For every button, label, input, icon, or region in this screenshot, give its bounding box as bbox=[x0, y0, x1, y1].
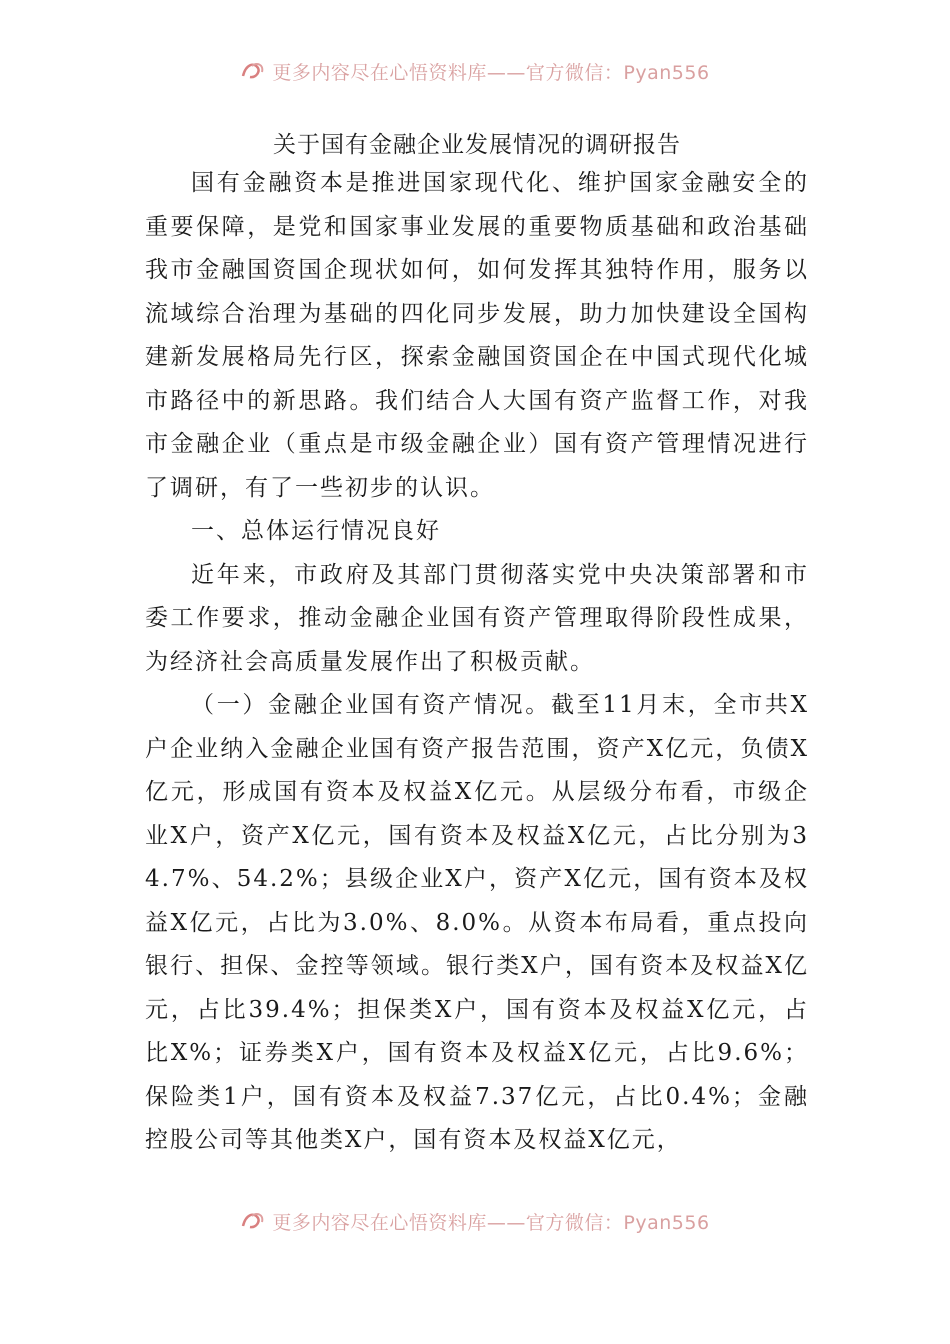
logo-icon bbox=[240, 1210, 266, 1232]
section-heading: 一、总体运行情况良好 bbox=[191, 518, 441, 544]
subsection-paragraph: （一）金融企业国有资产情况。截至11月末，全市共X户企业纳入金融企业国有资产报告范围，资产X亿元，负债X亿元，形成国有资本及权益X亿元。从层级分布看，市级企业X户，资产X亿元，国有资本及权益X亿元，占比分别为34.7%、54.2%；县级企业X户，资产X亿元，国有资本及权益X亿元，占比为3.0%、8.0%。从资本布局看，重点投向银行、担保、金控等领域。银行类X户，国有资本及权益X亿元，占比39.4%；担保类X户，国有资本及权益X亿元，占比X%；证券类X户，国有资本及权益X亿元，占比9.6%；保险类1户，国有资本及权益7.37亿元，占比0.4%；金融控股公司等其他类X户，国有资本及权益X亿元， bbox=[145, 692, 809, 1153]
document-body bbox=[145, 128, 809, 1163]
intro-paragraph: 国有金融资本是推进国家现代化、维护国家金融安全的重要保障，是党和国家事业发展的重要物质基础和政治基础我市金融国资国企现状如何，如何发挥其独特作用，服务以流域综合治理为基础的四化同步发展，助力加快建设全国构建新发展格局先行区，探索金融国资国企在中国式现代化城市路径中的新思路。我们结合人大国有资产监督工作，对我市金融企业（重点是市级金融企业）国有资产管理情况进行了调研，有了一些初步的认识。 bbox=[145, 170, 809, 501]
document-title: 关于国有金融企业发展情况的调研报告 bbox=[273, 132, 681, 158]
watermark-text: 更多内容尽在心悟资料库——官方微信：Pyan556 bbox=[272, 1211, 710, 1234]
watermark-text: 更多内容尽在心悟资料库——官方微信：Pyan556 bbox=[272, 61, 710, 84]
section-paragraph: 近年来，市政府及其部门贯彻落实党中央决策部署和市委工作要求，推动金融企业国有资产管理取得阶段性成果，为经济社会高质量发展作出了积极贡献。 bbox=[145, 561, 809, 675]
watermark-bottom bbox=[0, 1206, 950, 1236]
logo-icon bbox=[240, 60, 266, 82]
watermark-top bbox=[0, 56, 950, 86]
